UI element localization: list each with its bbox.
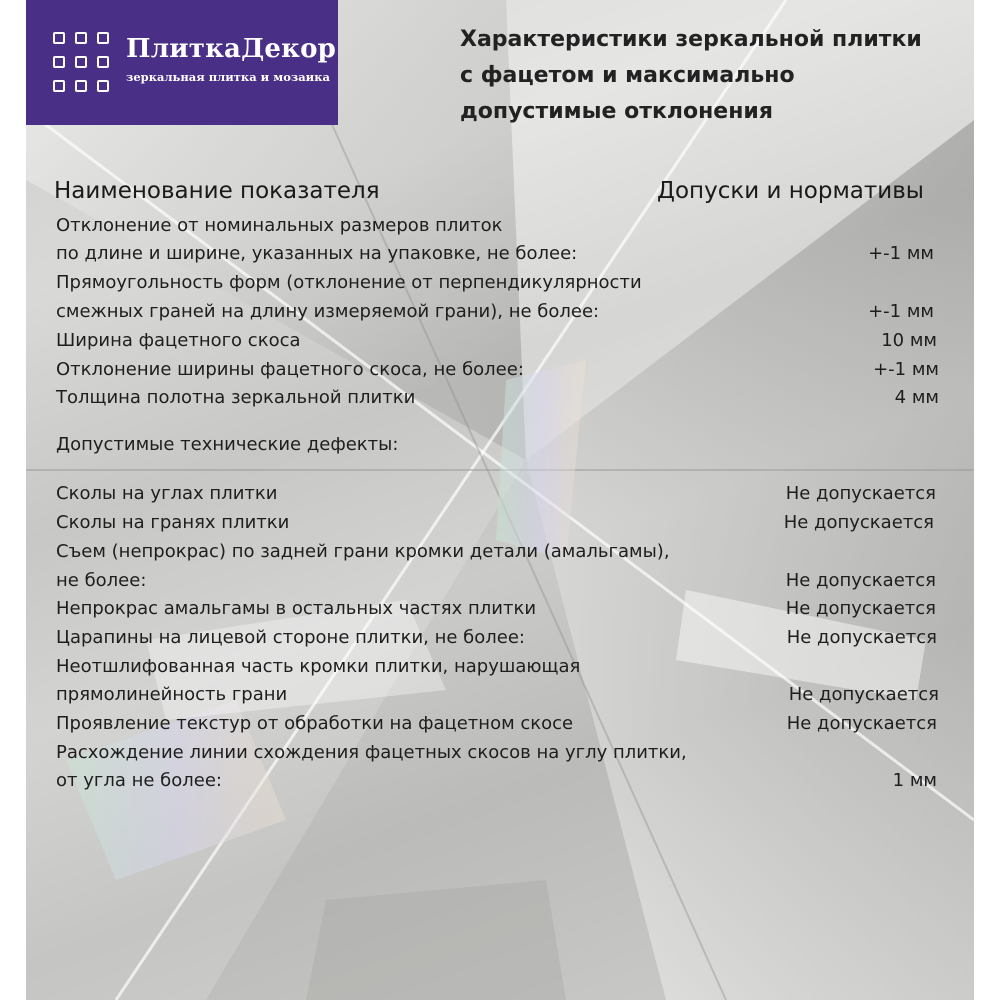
row-value: 4 мм (894, 387, 939, 408)
defect-label: Сколы на углах плитки (56, 483, 278, 504)
row-label: Ширина фацетного скоса (56, 330, 301, 351)
brand-tagline: зеркальная плитка и мозаика (126, 70, 330, 84)
defect-value: 1 мм (892, 770, 937, 791)
row-label: Отклонение ширины фацетного скоса, не более: (56, 359, 524, 380)
row-label: смежных граней на длину измеряемой грани), не более: (56, 301, 600, 322)
column-header-tolerance: Допуски и нормативы (657, 178, 924, 204)
defect-value: Не допускается (785, 570, 936, 591)
row-value: 10 мм (881, 330, 937, 351)
page-title-line: допустимые отклонения (460, 99, 773, 124)
defect-label: прямолинейность грани (56, 684, 288, 705)
row-label: Прямоугольность форм (отклонение от перпендикулярности (56, 272, 642, 293)
row-value: +-1 мм (868, 301, 934, 322)
defect-value: Не допускается (785, 598, 936, 619)
defect-label: Проявление текстур от обработки на фацетном скосе (56, 713, 574, 734)
tile-grid-icon (53, 32, 113, 96)
column-header-parameter: Наименование показателя (54, 178, 380, 204)
defect-label: Съем (непрокрас) по задней грани кромки детали (амальгамы), (56, 541, 670, 562)
row-value: +-1 мм (873, 359, 939, 380)
defect-label: от угла не более: (56, 770, 222, 791)
defect-label: Неотшлифованная часть кромки плитки, нарушающая (56, 656, 581, 677)
brand-logo-block (26, 0, 338, 125)
defect-label: Непрокрас амальгамы в остальных частях плитки (56, 598, 537, 619)
row-label: по длине и ширине, указанных на упаковке, не более: (56, 243, 578, 264)
page-title (460, 22, 980, 130)
row-label: Отклонение от номинальных размеров плиток (56, 215, 503, 236)
defect-label: Сколы на гранях плитки (56, 512, 290, 533)
defect-label: Царапины на лицевой стороне плитки, не более: (56, 627, 525, 648)
defect-value: Не допускается (788, 684, 939, 705)
page-title-line: с фацетом и максимально (460, 63, 795, 88)
row-label: Толщина полотна зеркальной плитки (56, 387, 416, 408)
defects-heading: Допустимые технические дефекты: (56, 434, 399, 455)
defect-label: Расхождение линии схождения фацетных скосов на углу плитки, (56, 742, 687, 763)
defect-value: Не допускается (786, 713, 937, 734)
defect-label: не более: (56, 570, 147, 591)
brand-name: ПлиткаДекор (126, 34, 337, 64)
defect-value: Не допускается (785, 483, 936, 504)
defect-value: Не допускается (786, 627, 937, 648)
defect-value: Не допускается (783, 512, 934, 533)
row-value: +-1 мм (868, 243, 934, 264)
page-title-line: Характеристики зеркальной плитки (460, 27, 922, 52)
